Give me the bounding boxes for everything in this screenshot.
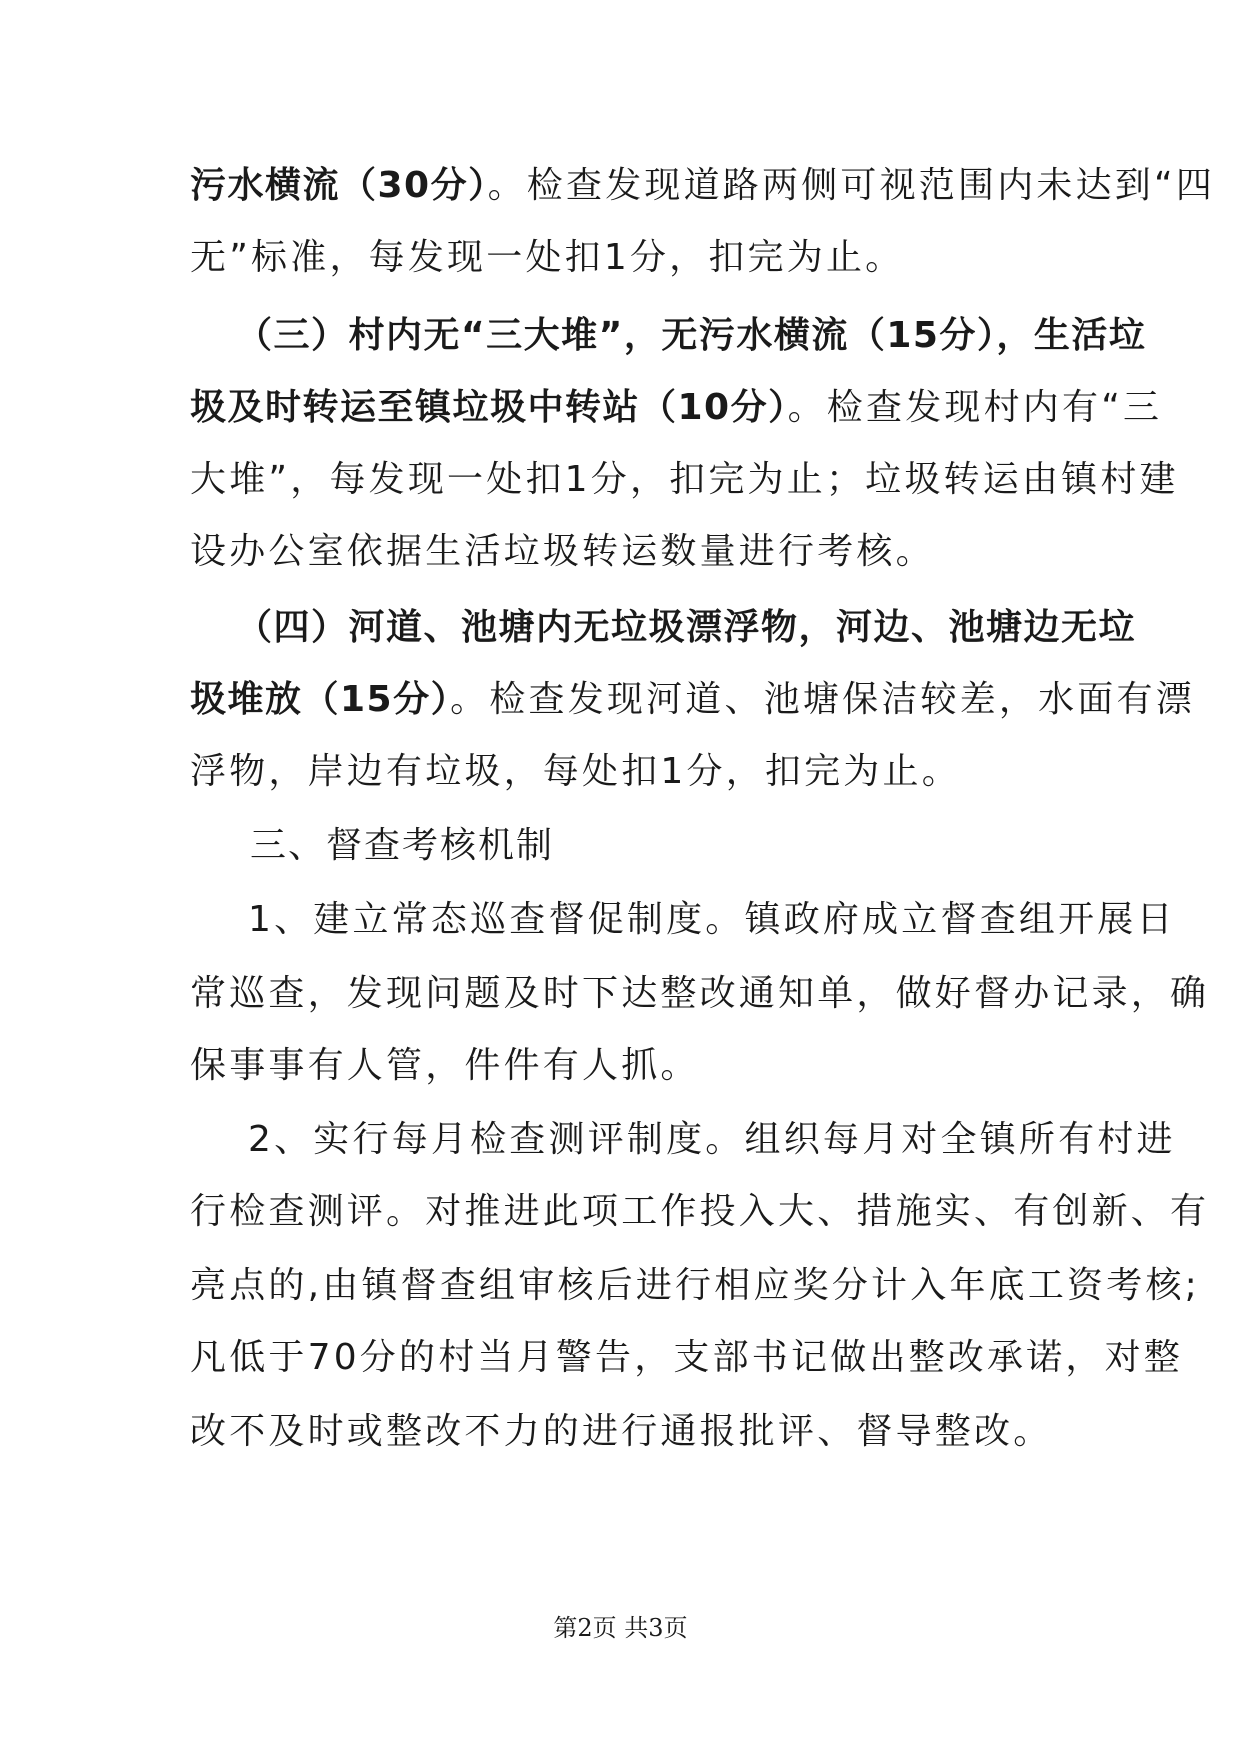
- text-line-6: [190, 522, 1056, 582]
- regular-segment: 浮物，岸边有垃圾，每处扣1分，扣完为止。: [190, 751, 961, 792]
- text-line-17: [190, 1328, 1184, 1388]
- text-line-14: [248, 1110, 1176, 1170]
- text-line-13: [190, 1036, 1056, 1096]
- bold-segment: 圾及时转运至镇垃圾中转站（10分）: [190, 387, 788, 428]
- section-heading: [250, 816, 1116, 876]
- text-line-4: [190, 378, 1163, 438]
- text-line-11: [248, 890, 1176, 950]
- heading-text: 三、督查考核机制: [250, 825, 555, 866]
- text-line-7: [236, 598, 1137, 658]
- page-footer: 第2页 共3页: [553, 1614, 688, 1642]
- text-line-16: [190, 1256, 1200, 1316]
- text-line-8: [190, 670, 1195, 730]
- regular-segment: 改不及时或整改不力的进行通报批评、督导整改。: [190, 1411, 1053, 1452]
- regular-segment: 。检查发现河道、池塘保洁较差，水面有漂: [450, 679, 1195, 720]
- text-line-2: [190, 228, 1056, 288]
- text-line-5: [190, 450, 1179, 510]
- regular-segment: 大堆”，每发现一处扣1分，扣完为止；垃圾转运由镇村建: [190, 459, 1179, 500]
- regular-segment: 常巡查，发现问题及时下达整改通知单，做好督办记录，确: [190, 973, 1210, 1014]
- regular-segment: 。检查发现道路两侧可视范围内未达到“四: [487, 165, 1216, 206]
- regular-segment: 设办公室依据生活垃圾转运数量进行考核。: [190, 531, 935, 572]
- regular-segment: 保事事有人管，件件有人抓。: [190, 1045, 700, 1086]
- text-line-12: [190, 964, 1210, 1024]
- bold-segment: （三）村内无“三大堆”，无污水横流（15分），生活垃: [236, 315, 1147, 356]
- bold-segment: （四）河道、池塘内无垃圾漂浮物，河边、池塘边无垃: [236, 607, 1137, 648]
- text-line-1: [190, 156, 1216, 216]
- regular-segment: 1、建立常态巡查督促制度。镇政府成立督查组开展日: [248, 899, 1176, 940]
- regular-segment: 行检查测评。对推进此项工作投入大、措施实、有创新、有: [190, 1191, 1210, 1232]
- text-line-18: [190, 1402, 1056, 1462]
- text-line-15: [190, 1182, 1210, 1242]
- regular-segment: 2、实行每月检查测评制度。组织每月对全镇所有村进: [248, 1119, 1176, 1160]
- text-line-3: [236, 306, 1147, 366]
- regular-segment: 无”标准，每发现一处扣1分，扣完为止。: [190, 237, 905, 278]
- regular-segment: 亮点的,由镇督查组审核后进行相应奖分计入年底工资考核;: [190, 1265, 1200, 1306]
- regular-segment: 凡低于70分的村当月警告，支部书记做出整改承诺，对整: [190, 1337, 1184, 1378]
- text-line-9: [190, 742, 1056, 802]
- regular-segment: 。检查发现村内有“三: [787, 387, 1163, 428]
- bold-segment: 污水横流（30分）: [190, 165, 488, 206]
- bold-segment: 圾堆放（15分）: [190, 679, 451, 720]
